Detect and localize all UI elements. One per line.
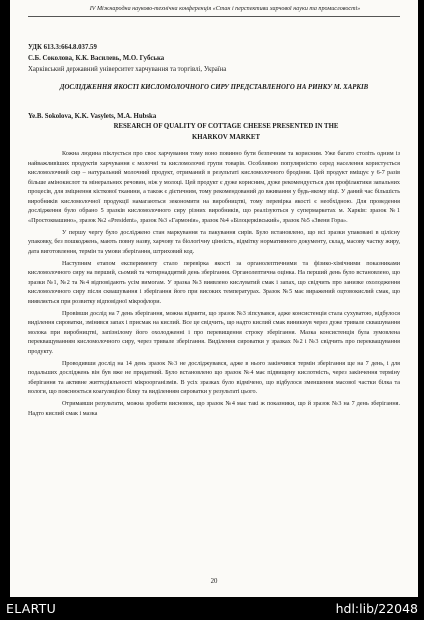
repository-footer (0, 597, 424, 620)
paragraph: Отримавши результати, можна зробити висновок, що зразок №4 має такі ж показники, що й зразок №3 на 7 день зберігання. Надто кислий смак і мазка (28, 401, 400, 417)
affiliation-ukrainian: Харківський державний університет харчування та торгівлі, Україна (28, 66, 227, 73)
udc-code: УДК 613.3:664.8.037.59 (28, 44, 97, 51)
authors-ukrainian: С.Б. Соколова, К.К. Василевь, М.О. Губська (28, 55, 165, 62)
paragraph: Кожна людина піклується про своє харчування тому воно повинно бути безпечним та корисним. Уже багато століть одним із найважливіших продуктів харчування є молочні та кисломолочні групи товарів. Особливою популярністю серед населення користується кисломолочний сир – натуральний молочний продукт, отриманий в результаті кисломолочного бродіння. Цей продукт вміщує у 6-7 разів більше амінокислот та мінеральних речовин, ніж у молоці. Цей продукт є дуже корисним, дуже рекомендується для профілактики запальних процесів, для зміцнення кісткової тканини, а також є дієтичним, тому рекомендований до вживання у будь-якому віці. У даний час більшість виробників кисломолочної продукції намагаються зекономити на виробництві, тому перевірка якості є необхідною. Для проведення дослідження було обрано 5 зразків кисломолочного сиру різних виробників, що реалізуються у супермаркетах м. Харків: зразок №1 «Простоквашино», зразок №2 «President», зразок №3 «Гармонія», зразок №4 «Білоцерківський», зразок №5 «Звени Гора». (28, 151, 400, 224)
paragraph: Проводивши дослід на 14 день зразок №3 не досліджувався, адже в нього закінчився термін зберігання ще на 7 день, і для подальших досліджень він був вже не придатний. Було встановлено що зразок №4 має підвищену кислотність, через закінчення терміну зберігання та активне життєдіяльності мікроорганізмів. В усіх зразках було відмічено, що відбулося зменшення масової частки білка та вологи, що пояснюється коагуляцією білку та виділенням сироватки у результаті цього. (28, 360, 400, 395)
paragraph: Наступним етапом експерименту стало перевірка якості за органолептичними та фізико-хімічними показниками кисломолочного сиру на перший, сьомий та чотирнадцятий день зберігання. Органолептична оцінка. На перший день було встановлено, що зразки №1, №2 та №4 відповідають усім вимогам. У зразка №3 виявлено кислуватий смак і запах, що свідчить про занизкe охолодження кисломолочного сиру після сквашування і зберігання його при високих температурах. Зразок №5 має виражений оцтовокислий смак, що виявляється при розвитку відповідної мікрофлори. (28, 260, 400, 305)
paragraph: Провівши дослід на 7 день зберігання, можна відмити, що зразок №3 зіпсувався, адже консистенція стала сухуватою, відбулося виділення сироватки, змінився запах і присмак на кислий. Все це свідчить, що надто кислий смак виникнув через дуже тривале сквашування молока при виробництві, запізнілому його охолодженні і про перевищення строку зберігання. Мазка консистенція була зумовлена перекващуванням кисломолочного сиру, через тривале зберігання. Виділення сироватки у зразках №2 і №3 свідчить про перекващування продукту. (28, 310, 400, 355)
running-head: IV Міжнародна науково-технічна конференція «Стан і перспективи харчової науки та промисловості» (89, 6, 361, 12)
article-body (28, 150, 400, 422)
title-english: RESEARCH OF QUALITY OF COTTAGE CHEESE PRESENTED IN THE KHARKOV MARKET (113, 123, 339, 141)
title-ukrainian: ДОСЛІДЖЕННЯ ЯКОСТІ КИСЛОМОЛОЧНОГО СИРУ ПРЕДСТАВЛЕНОГО НА РИНКУ М. ХАРКІВ (59, 84, 369, 91)
header-rule (28, 16, 400, 17)
document-page (10, 0, 418, 597)
repository-name: ELARTU (6, 601, 57, 616)
paragraph: У першу чергу було досліджено стан маркування та пакування сирів. Було встановлено, що всі зразки упаковані в цілісну упаковку, без пошкоджень, мають повну назву, харчову та біологічну цінність, відмітку нормативного документу, склад, масову частку жиру, дата виготовлення, термін та умови зберігання, штриховий код. (28, 229, 400, 255)
authors-english: Ye.B. Sokolova, K.K. Vasylets, M.A. Hubska (28, 113, 157, 120)
handle-identifier: hdl:lib/22048 (335, 601, 418, 616)
page-number: 20 (210, 578, 218, 585)
